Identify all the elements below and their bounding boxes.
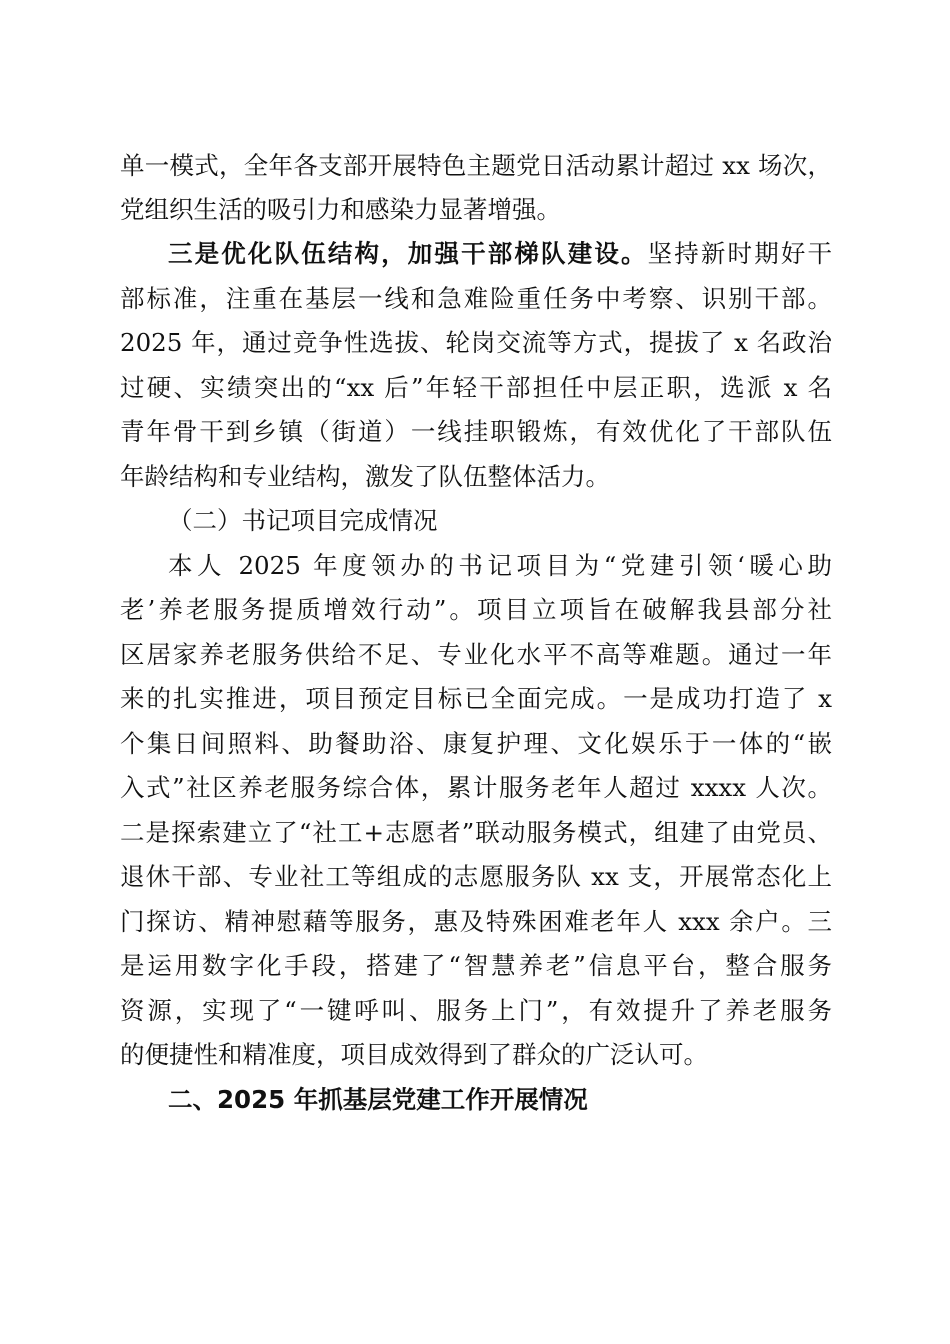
p3-line-9: 门探访、精神慰藉等服务，惠及特殊困难老年人 xxx 余户。三 [120, 907, 832, 936]
subheading: （二）书记项目完成情况 [168, 506, 438, 535]
p3-line-12: 的便捷性和精准度，项目成效得到了群众的广泛认可。 [120, 1040, 708, 1069]
p2-line-6: 年龄结构和专业结构，激发了队伍整体活力。 [120, 462, 610, 491]
p3-line-8: 退休干部、专业社工等组成的志愿服务队 xx 支，开展常态化上 [120, 862, 832, 891]
p2-line-5: 青年骨干到乡镇（街道）一线挂职锻炼，有效优化了干部队伍 [120, 417, 832, 446]
p1-line-2: 党组织生活的吸引力和感染力显著增强。 [120, 195, 561, 224]
p3-line-6: 入式”社区养老服务综合体，累计服务老年人超过 xxxx 人次。 [120, 773, 832, 802]
p3-line-5: 个集日间照料、助餐助浴、康复护理、文化娱乐于一体的“嵌 [120, 729, 832, 758]
p3-line-1: 本人 2025 年度领办的书记项目为“党建引领‘暖心助 [168, 551, 832, 580]
p2-line-1-rest: 坚持新时期好干 [647, 239, 832, 268]
p2-line-3: 2025 年，通过竞争性选拔、轮岗交流等方式，提拔了 x 名政治 [120, 328, 832, 357]
p2-line-2: 部标准，注重在基层一线和急难险重任务中考察、识别干部。 [120, 284, 832, 313]
p2-line-1 [168, 234, 832, 274]
p3-line-3: 区居家养老服务供给不足、专业化水平不高等难题。通过一年 [120, 640, 832, 669]
p2-lead-phrase: 三是优化队伍结构，加强干部梯队建设。 [168, 239, 648, 268]
p3-line-11: 资源，实现了“一键呼叫、服务上门”，有效提升了养老服务 [120, 996, 832, 1025]
p2-line-4: 过硬、实绩突出的“xx 后”年轻干部担任中层正职，选派 x 名 [120, 373, 832, 402]
p3-line-7: 二是探索建立了“社工+志愿者”联动服务模式，组建了由党员、 [120, 818, 832, 847]
p1-line-1: 单一模式，全年各支部开展特色主题党日活动累计超过 xx 场次， [120, 151, 832, 180]
p3-line-4: 来的扎实推进，项目预定目标已全面完成。一是成功打造了 x [120, 684, 832, 713]
p3-line-2: 老’养老服务提质增效行动”。项目立项旨在破解我县部分社 [120, 595, 832, 624]
p3-line-10: 是运用数字化手段，搭建了“智慧养老”信息平台，整合服务 [120, 951, 832, 980]
section-heading-2: 二、2025 年抓基层党建工作开展情况 [168, 1085, 588, 1114]
